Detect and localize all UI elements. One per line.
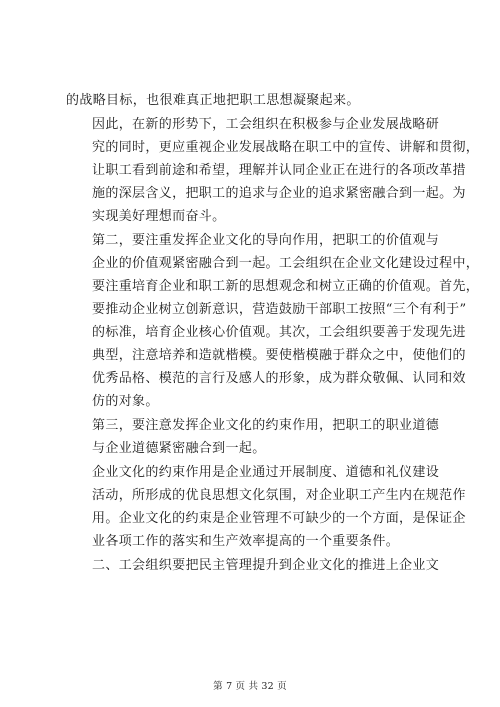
text-line: 用。企业文化的约束是企业管理不可缺少的一个方面，是保证企 — [92, 511, 466, 526]
text-line: 施的深层含义，把职工的追求与企业的追求紧密融合到一起。为 — [92, 186, 466, 201]
text-line: 二、工会组织要把民主管理提升到企业文化的推进上企业文 — [92, 558, 440, 573]
text-line: 究的同时，更应重视企业发展战略在职工中的宣传、讲解和贯彻， — [92, 140, 480, 155]
text-line: 实现美好理想而奋斗。 — [92, 209, 226, 224]
paragraph — [66, 414, 440, 460]
text-line: 第三，要注意发挥企业文化的约束作用，把职工的职业道德 — [92, 418, 440, 433]
paragraph — [66, 461, 466, 553]
text-line: 要注重培育企业和职工新的思想观念和树立正确的价值观。首先， — [92, 279, 480, 294]
text-line: 企业文化的约束作用是企业通过开展制度、道德和礼仪建设 — [92, 465, 440, 480]
text-line: 优秀品格、模范的言行及感人的形象，成为群众敬佩、认同和效 — [92, 371, 466, 386]
text-line: 的标准，培育企业核心价值观。其次，工会组织要善于发现先进 — [92, 325, 466, 340]
text-line: 第二，要注重发挥企业文化的导向作用，把职工的价值观与 — [92, 233, 440, 248]
document-body — [66, 89, 480, 577]
text-line: 业各项工作的落实和生产效率提高的一个重要条件。 — [92, 534, 400, 549]
text-line: 的战略目标，也很难真正地把职工思想凝聚起来。 — [66, 93, 360, 108]
paragraph — [66, 554, 440, 577]
paragraph — [66, 113, 480, 228]
paragraph — [66, 229, 480, 413]
text-line: 与企业道德紧密融合到一起。 — [92, 441, 266, 456]
page-footer: 第 7 页 共 32 页 — [213, 681, 287, 692]
text-line: 典型，注意培养和造就楷模。要使楷模融于群众之中，使他们的 — [92, 348, 466, 363]
text-line: 仿的对象。 — [92, 394, 159, 409]
text-line: 因此，在新的形势下，工会组织在积极参与企业发展战略研 — [92, 117, 440, 132]
text-line: 要推动企业树立创新意识，营造鼓励干部职工按照“三个有利于” — [92, 302, 467, 317]
paragraph — [66, 89, 440, 112]
text-line: 让职工看到前途和希望，理解并认同企业正在进行的各项改革措 — [92, 163, 466, 178]
text-line: 企业的价值观紧密融合到一起。工会组织在企业文化建设过程中， — [92, 256, 480, 271]
text-line: 活动，所形成的优良思想文化氛围，对企业职工产生内在规范作 — [92, 488, 466, 503]
